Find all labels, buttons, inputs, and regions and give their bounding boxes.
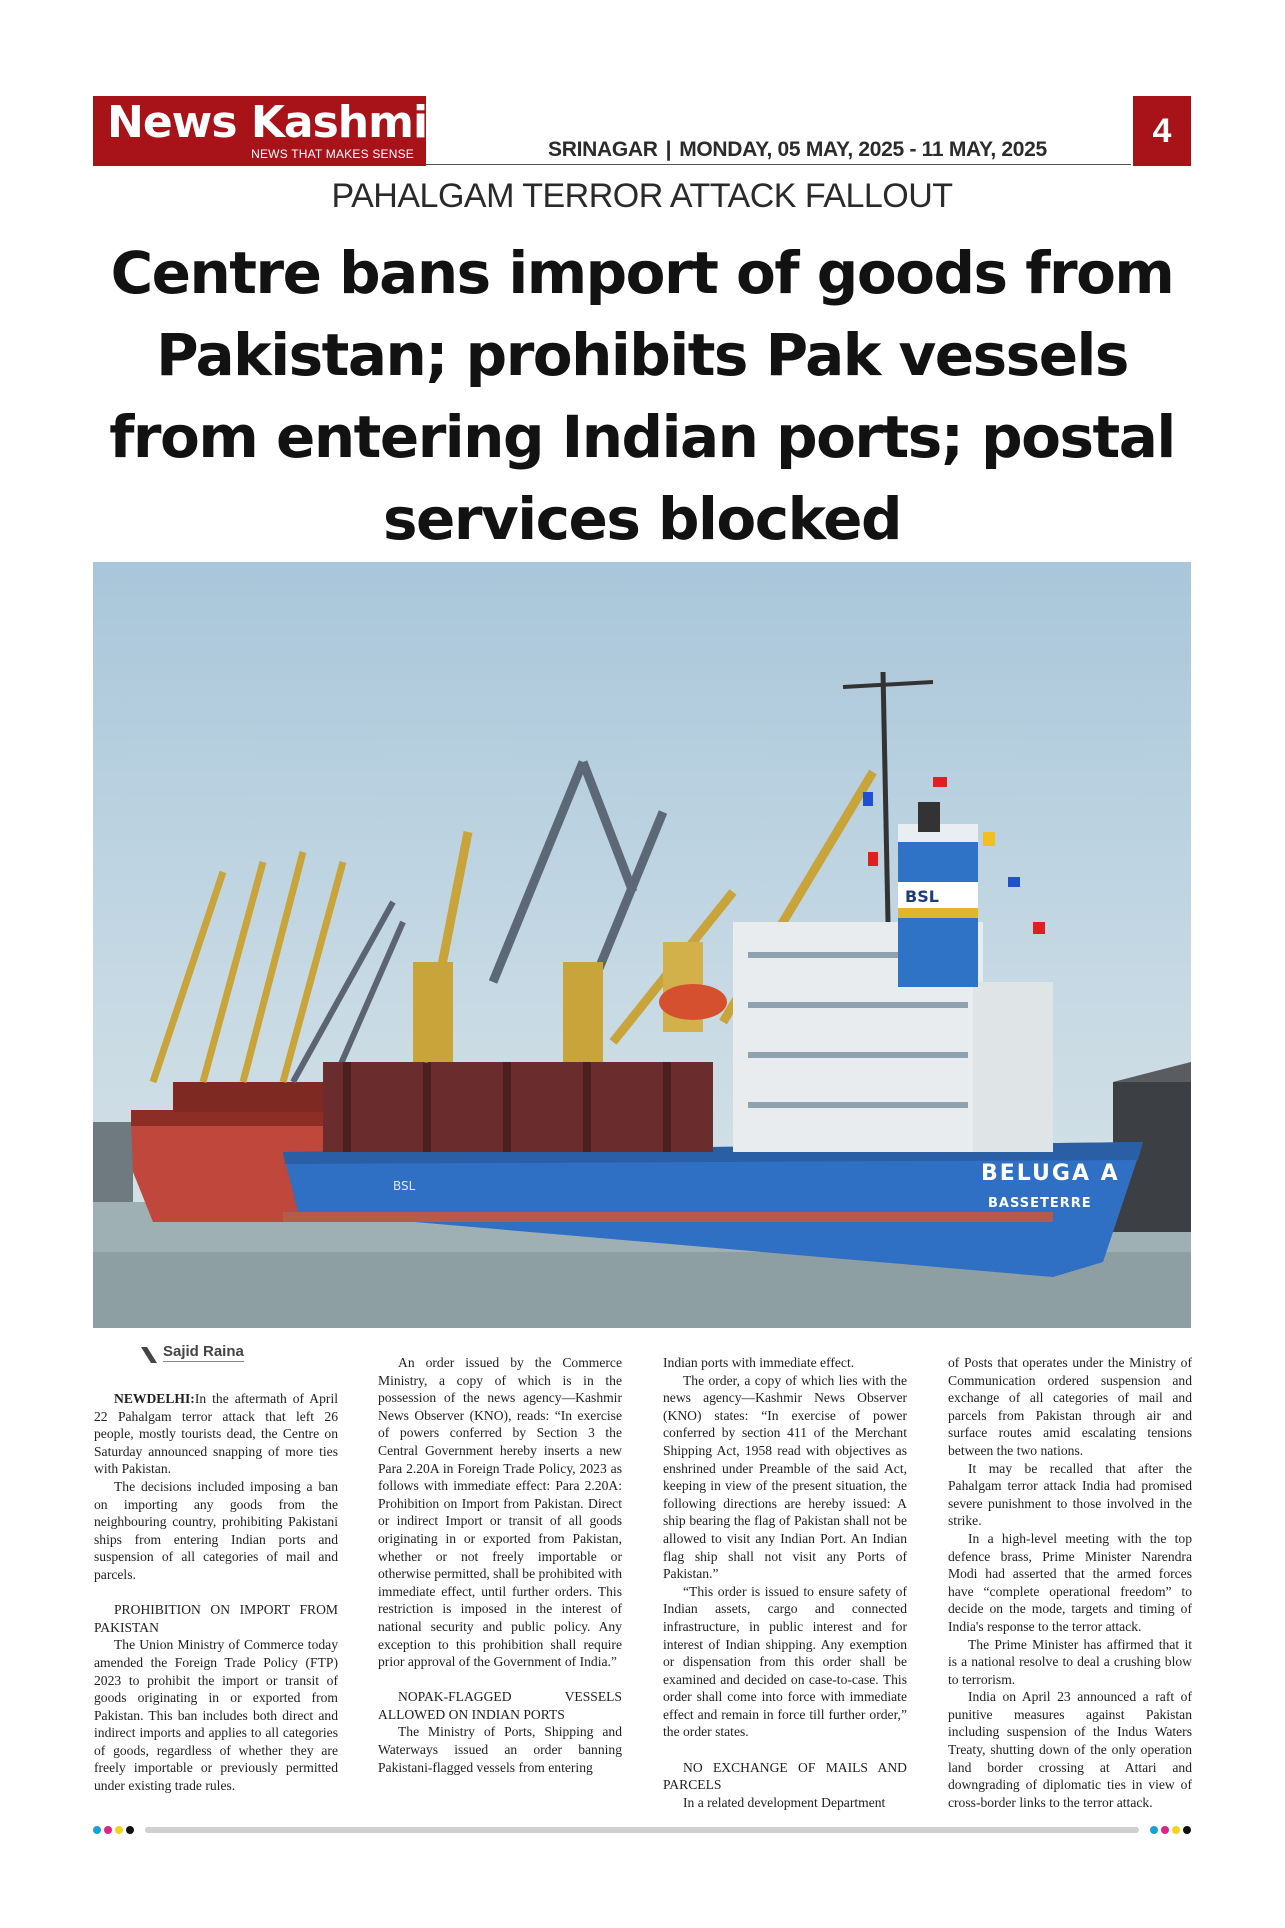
paragraph: The order, a copy of which lies with the news agency—Kashmir News Observer (KNO) states: “In exercise of power conferred by section 411 of the Merchant Shipping Act, 1958 read with objectives as enshrined under Preamble of the said Act, keeping in view of the present situation, the following directions are hereby issued: A ship bearing the flag of Pakistan shall not be allowed to visit any Indian Port. An Indian flag ship shall not visit any Ports of Pakistan.” bbox=[663, 1372, 907, 1582]
paragraph bbox=[94, 1390, 338, 1478]
masthead bbox=[93, 96, 1191, 168]
article-column-4 bbox=[948, 1354, 1192, 1811]
paragraph: In a related development Department bbox=[683, 1794, 886, 1810]
paragraph: The Union Ministry of Commerce today amended the Foreign Trade Policy (FTP) 2023 to prohibit the import or transit of goods originating in or exported from Pakistan. This ban includes both direct and indirect imports and applies to all categories of goods, regardless of whether they are freely importable or previously permitted under existing trade rules. bbox=[94, 1637, 338, 1794]
color-dot bbox=[115, 1826, 123, 1834]
color-dot bbox=[1150, 1826, 1158, 1834]
color-dot bbox=[1183, 1826, 1191, 1834]
paragraph: India on April 23 announced a raft of punitive measures against Pakistan including suspension of the Indus Waters Treaty, shutting down of the only operation land border crossing at Attari and downgrading of diplomatic ties in view of cross-border links to the terror attack. bbox=[948, 1689, 1192, 1810]
pen-icon bbox=[139, 1345, 159, 1365]
subheading: NO EXCHANGE OF MAILS AND PARCELS bbox=[663, 1759, 907, 1793]
color-dot bbox=[126, 1826, 134, 1834]
page-number: 4 bbox=[1133, 96, 1191, 166]
paragraph: “This order is issued to ensure safety of Indian assets, cargo and connected infrastructure, in public interest and for interest of Indian shipping. Any exemption or dispensation from this order shall be examined and decided on case-to-case. This order shall come into force with immediate effect and remain in force till further order,” the order states. bbox=[663, 1583, 907, 1740]
paragraph: It may be recalled that after the Pahalgam terror attack India had promised severe punishment to those involved in the strike. bbox=[948, 1460, 1192, 1529]
dateline-lead: NEWDELHI: bbox=[114, 1391, 195, 1406]
paragraph: The decisions included imposing a ban on importing any goods from the neighbouring country, prohibiting Pakistani ships from entering Indian ports and suspension of all categories of mail and parcels. bbox=[94, 1478, 338, 1582]
dateline-city: SRINAGAR bbox=[548, 138, 658, 161]
article-column-3 bbox=[663, 1354, 907, 1811]
paragraph: In a high-level meeting with the top defence brass, Prime Minister Narendra Modi had asserted that the armed forces have “complete operational freedom” to decide on the mode, targets and timing of India's response to the terror attack. bbox=[948, 1530, 1192, 1634]
paragraph: The Ministry of Ports, Shipping and Waterways issued an order banning Pakistani-flagged vessels from entering bbox=[378, 1724, 622, 1775]
subheading: NOPAK-FLAGGED VESSELS ALLOWED ON INDIAN PORTS bbox=[378, 1689, 622, 1722]
subheading: PROHIBITION ON IMPORT FROM PAKISTAN bbox=[94, 1602, 338, 1635]
byline-author: Sajid Raina bbox=[163, 1343, 244, 1360]
paragraph: of Posts that operates under the Ministry of Communication ordered suspension and exchange of all categories of mail and parcels from Pakistan through air and surface routes amid escalating tensions between the two nations. bbox=[948, 1355, 1192, 1458]
dateline bbox=[548, 138, 1047, 162]
footer-rule bbox=[145, 1827, 1139, 1833]
paragraph: The Prime Minister has affirmed that it is a national resolve to deal a crushing blow to terrorism. bbox=[948, 1636, 1192, 1687]
hull-mark: BSL bbox=[393, 1179, 416, 1193]
dateline-date: MONDAY, 05 MAY, 2025 - 11 MAY, 2025 bbox=[679, 138, 1047, 161]
hull-port: BASSETERRE bbox=[988, 1196, 1092, 1211]
article-column-1 bbox=[94, 1390, 338, 1795]
ship-illustration bbox=[93, 562, 1191, 1328]
masthead-rule bbox=[426, 164, 1131, 165]
paragraph: An order issued by the Commerce Ministry, a copy of which is in the possession of the news agency—Kashmir News Observer (KNO), reads: “In exercise of powers conferred by Section 3 the Central Government hereby inserts a new Para 2.20A in Foreign Trade Policy, 2023 as follows with immediate effect: Para 2.20A: Prohibition on Import from Pakistan. Direct or indirect Import or transit of all goods originating in or exported from Pakistan, whether or not freely importable or otherwise permitted, shall be prohibited with immediate effect, until further orders. This restriction is imposed in the interest of national security and public policy. Any exception to this prohibition shall require prior approval of the Government of India.” bbox=[378, 1355, 622, 1670]
brand-tagline: NEWS THAT MAKES SENSE bbox=[251, 147, 414, 161]
brand-name: News Kashmir bbox=[107, 97, 448, 148]
article-headline: Centre bans import of goods from Pakistan; prohibits Pak vessels from entering Indian ports; postal services blocked bbox=[109, 239, 1175, 553]
funnel-mark: BSL bbox=[905, 887, 939, 906]
color-dot bbox=[1172, 1826, 1180, 1834]
color-dot bbox=[1161, 1826, 1169, 1834]
dateline-separator: | bbox=[665, 138, 672, 161]
color-dot bbox=[93, 1826, 101, 1834]
paragraph: Indian ports with immediate effect. bbox=[663, 1355, 855, 1370]
byline bbox=[163, 1343, 244, 1367]
page-footer bbox=[93, 1824, 1191, 1836]
hull-name: BELUGA A bbox=[981, 1161, 1120, 1186]
article-column-2 bbox=[378, 1354, 622, 1776]
article-kicker: PAHALGAM TERROR ATTACK FALLOUT bbox=[331, 177, 953, 215]
color-dot bbox=[104, 1826, 112, 1834]
color-dots-right bbox=[1150, 1826, 1191, 1834]
ship-photo bbox=[93, 562, 1191, 1328]
paragraph-text: In the aftermath of April 22 Pahalgam terror attack that left 26 people, mostly tourists dead, the Centre on Saturday announced snapping of more ties with Pakistan. bbox=[94, 1391, 338, 1477]
color-dots-left bbox=[93, 1826, 134, 1834]
brand-logo bbox=[93, 96, 448, 166]
